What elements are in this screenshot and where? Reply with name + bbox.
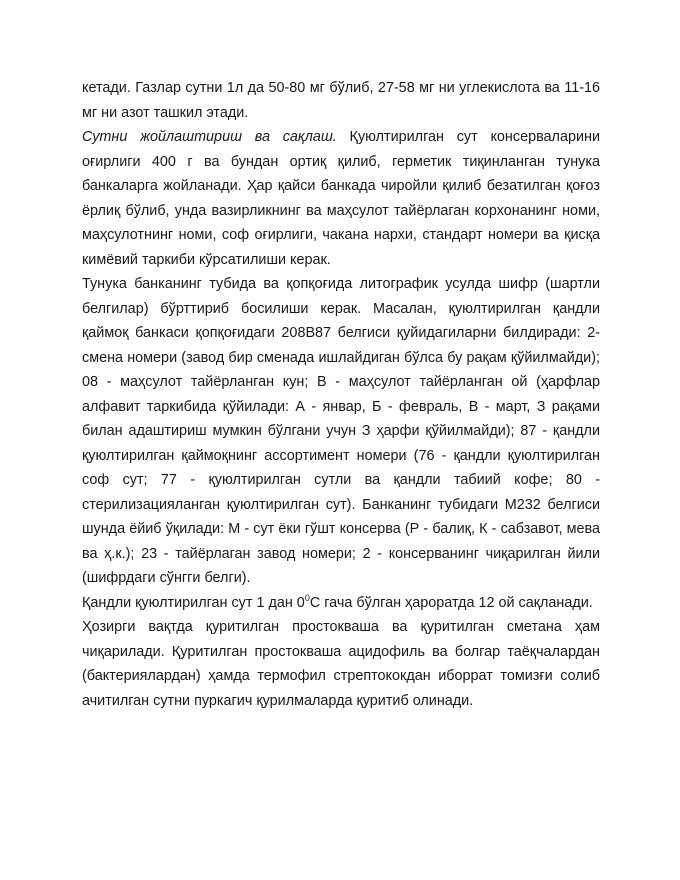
section-heading-storage: Сутни жойлаштириш ва сақлаш.: [82, 129, 337, 145]
paragraph-gases: кетади. Газлар сутни 1л да 50-80 мг бўлиб, 27-58 мг ни углекислота ва 11-16 мг ни азот ташкил этади.: [82, 80, 600, 121]
document-page: [82, 76, 600, 713]
temperature-text-start: Қандли қуюлтирилган сут 1 дан 0: [82, 594, 305, 611]
paragraph-storage: [82, 125, 600, 272]
degree-superscript: 0: [304, 592, 310, 603]
paragraph-temperature: [82, 591, 600, 616]
paragraph-cipher: Тунука банканинг тубида ва қопқоғида литографик усулда шифр (шартли белгилар) бўрттириб босилиши керак. Масалан, қуюлтирилган қандли қаймоқ банкаси қопқоғидаги 208В87 белгиси қуйидагиларни билдиради: 2- смена номери (завод бир сменада ишлайдиган бўлса бу рақам қўйилмайди); 08 - маҳсулот тайёрланган кун; В - маҳсулот тайёрланган ой (ҳарфлар алфавит таркибида қўйилади: А - январ, Б - февраль, В - март, З рақами билан адаштириш мумкин бўлгани учун З ҳарфи қўйилмайди); 87 - қандли қуюлтирилган қаймоқнинг ассортимент номери (76 - қандли қуюлтирилган соф сут; 77 - қуюлтирилган сутли ва қандли табиий кофе; 80 - стерилизацияланган қуюлтирилган сут). Банканинг тубидаги М232 белгиси шунда ёйиб ўқилади: М - сут ёки гўшт консерва (Р - балиқ, К - сабзавот, мева ва ҳ.к.); 23 - тайёрлаган завод номери; 2 - консерванинг чиқарилган йили (шифрдаги сўнгги белги).: [82, 276, 600, 586]
temperature-text-end: С гача бўлган ҳароратда 12 ой сақланади.: [309, 594, 593, 611]
paragraph-storage-body: Қуюлтирилган сут консерваларини оғирлиги 400 г ва бундан ортиқ қилиб, герметик тиқинланган тунука банкаларга жойланади. Ҳар қайси банкада чиройли қилиб безатилган қоғоз ёрлиқ бўлиб, унда вазирликнинг ва маҳсулот тайёрлаган корхонанинг номи, маҳсулотнинг номи, соф оғирлиги, чакана нархи, стандарт номери ва қисқа кимёвий таркиби кўрсатилиши керак.: [82, 129, 600, 268]
paragraph-dried-products: Ҳозирги вақтда қуритилган простокваша ва қуритилган сметана ҳам чиқарилади. Қуритилган простокваша ацидофиль ва болгар таёқчалардан (бактериялардан) ҳамда термофил стрептококдан иборрат томизғи солиб ачитилган сутни пуркагич қурилмаларда қуритиб олинади.: [82, 619, 600, 709]
